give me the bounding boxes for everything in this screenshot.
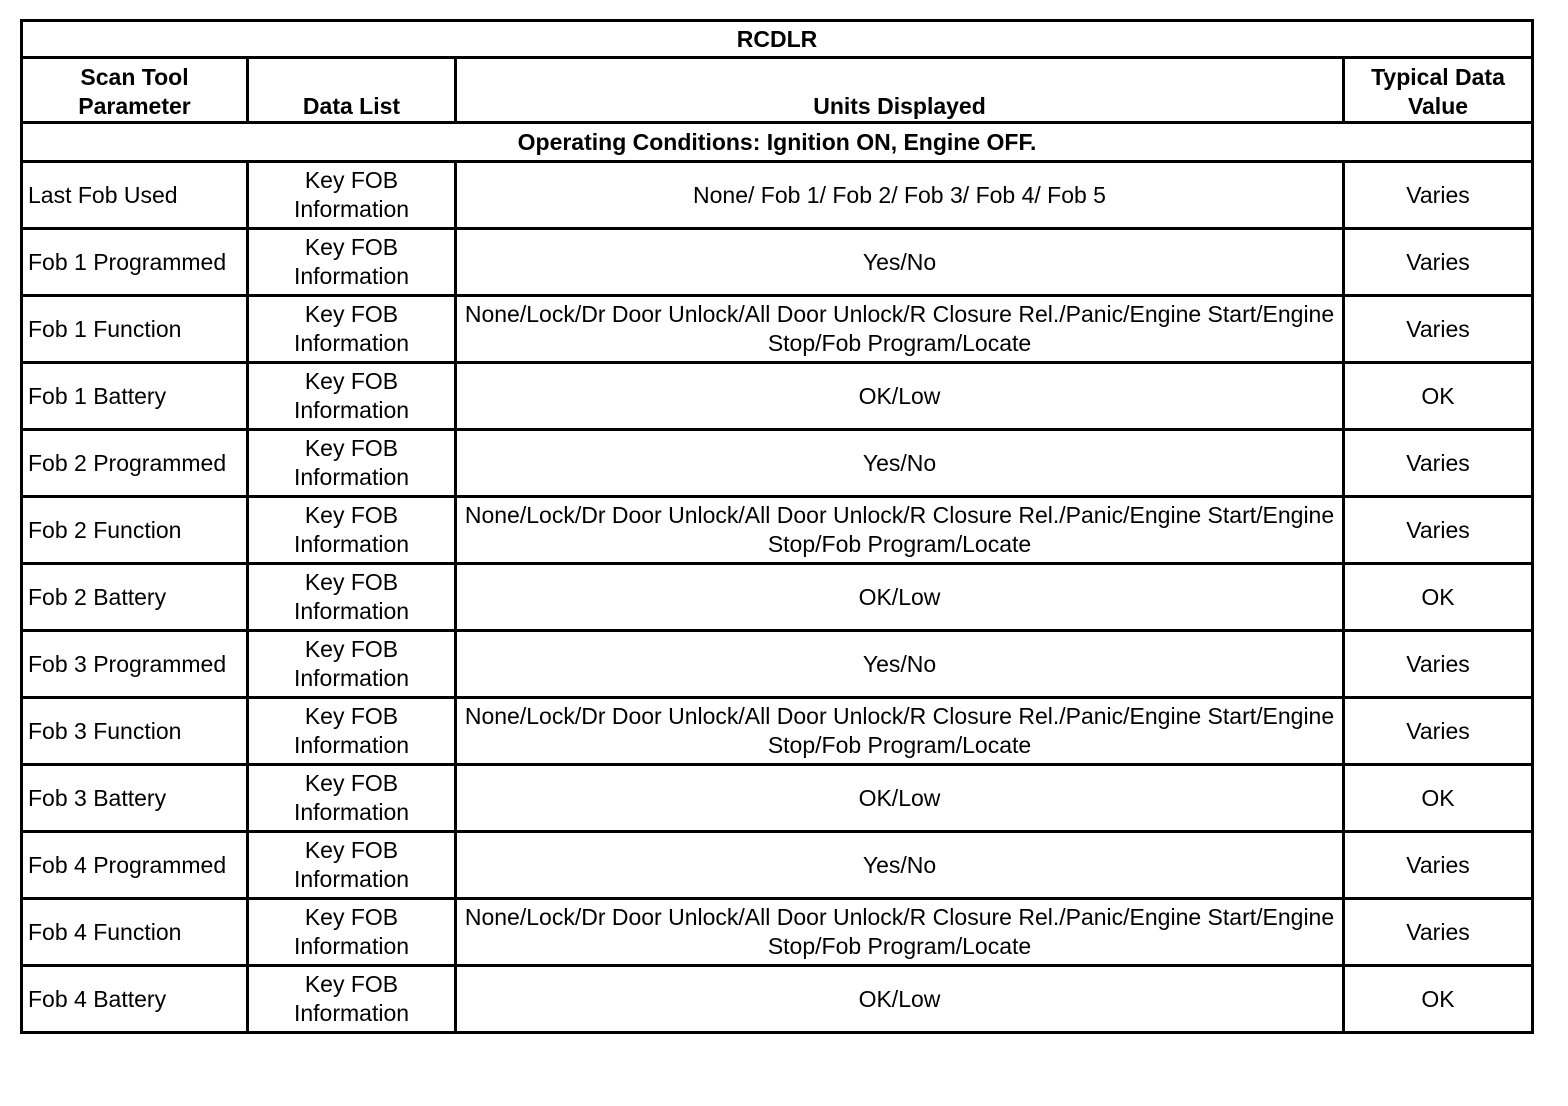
scan-tool-data-table (20, 19, 1534, 1034)
typical-value-cell: Varies (1344, 229, 1533, 296)
table-row (22, 765, 1533, 832)
header-typical-data-value: Typical Data Value (1344, 58, 1533, 123)
units-cell: Yes/No (456, 229, 1344, 296)
table-row (22, 296, 1533, 363)
table-row (22, 631, 1533, 698)
parameter-cell: Last Fob Used (22, 162, 248, 229)
data-list-cell: Key FOB Information (248, 698, 456, 765)
parameter-cell: Fob 4 Battery (22, 966, 248, 1033)
column-header-row (22, 58, 1533, 123)
data-list-cell: Key FOB Information (248, 162, 456, 229)
table-title: RCDLR (22, 21, 1533, 58)
data-list-cell: Key FOB Information (248, 229, 456, 296)
parameter-cell: Fob 3 Battery (22, 765, 248, 832)
units-cell: None/Lock/Dr Door Unlock/All Door Unlock/R Closure Rel./Panic/Engine Start/Engine Stop/Fob Program/Locate (456, 497, 1344, 564)
typical-value-cell: Varies (1344, 430, 1533, 497)
typical-value-cell: Varies (1344, 698, 1533, 765)
parameter-cell: Fob 1 Programmed (22, 229, 248, 296)
typical-value-cell: Varies (1344, 296, 1533, 363)
units-cell: OK/Low (456, 564, 1344, 631)
typical-value-cell: OK (1344, 564, 1533, 631)
table-row (22, 363, 1533, 430)
data-list-cell: Key FOB Information (248, 966, 456, 1033)
data-list-cell: Key FOB Information (248, 899, 456, 966)
typical-value-cell: OK (1344, 966, 1533, 1033)
units-cell: None/Lock/Dr Door Unlock/All Door Unlock/R Closure Rel./Panic/Engine Start/Engine Stop/Fob Program/Locate (456, 899, 1344, 966)
units-cell: OK/Low (456, 966, 1344, 1033)
header-data-list: Data List (248, 58, 456, 123)
table-row (22, 564, 1533, 631)
typical-value-cell: Varies (1344, 899, 1533, 966)
typical-value-cell: Varies (1344, 497, 1533, 564)
operating-conditions: Operating Conditions: Ignition ON, Engine OFF. (22, 123, 1533, 162)
units-cell: Yes/No (456, 631, 1344, 698)
units-cell: None/ Fob 1/ Fob 2/ Fob 3/ Fob 4/ Fob 5 (456, 162, 1344, 229)
table-body (22, 162, 1533, 1033)
data-list-cell: Key FOB Information (248, 564, 456, 631)
parameter-cell: Fob 1 Battery (22, 363, 248, 430)
parameter-cell: Fob 2 Programmed (22, 430, 248, 497)
typical-value-cell: Varies (1344, 162, 1533, 229)
table-row (22, 832, 1533, 899)
typical-value-cell: OK (1344, 765, 1533, 832)
parameter-cell: Fob 2 Battery (22, 564, 248, 631)
units-cell: Yes/No (456, 430, 1344, 497)
table-row (22, 229, 1533, 296)
units-cell: OK/Low (456, 363, 1344, 430)
units-cell: OK/Low (456, 765, 1344, 832)
typical-value-cell: OK (1344, 363, 1533, 430)
typical-value-cell: Varies (1344, 832, 1533, 899)
table-title-row (22, 21, 1533, 58)
header-scan-tool-parameter: Scan Tool Parameter (22, 58, 248, 123)
table-row (22, 430, 1533, 497)
data-list-cell: Key FOB Information (248, 296, 456, 363)
parameter-cell: Fob 3 Function (22, 698, 248, 765)
data-list-cell: Key FOB Information (248, 765, 456, 832)
parameter-cell: Fob 4 Function (22, 899, 248, 966)
data-list-cell: Key FOB Information (248, 832, 456, 899)
parameter-cell: Fob 2 Function (22, 497, 248, 564)
table-row (22, 698, 1533, 765)
table-row (22, 966, 1533, 1033)
parameter-cell: Fob 1 Function (22, 296, 248, 363)
typical-value-cell: Varies (1344, 631, 1533, 698)
data-list-cell: Key FOB Information (248, 430, 456, 497)
operating-conditions-row (22, 123, 1533, 162)
header-units-displayed: Units Displayed (456, 58, 1344, 123)
parameter-cell: Fob 4 Programmed (22, 832, 248, 899)
table-row (22, 899, 1533, 966)
units-cell: None/Lock/Dr Door Unlock/All Door Unlock/R Closure Rel./Panic/Engine Start/Engine Stop/Fob Program/Locate (456, 296, 1344, 363)
data-list-cell: Key FOB Information (248, 497, 456, 564)
units-cell: Yes/No (456, 832, 1344, 899)
units-cell: None/Lock/Dr Door Unlock/All Door Unlock/R Closure Rel./Panic/Engine Start/Engine Stop/Fob Program/Locate (456, 698, 1344, 765)
table-row (22, 497, 1533, 564)
data-list-cell: Key FOB Information (248, 631, 456, 698)
table-row (22, 162, 1533, 229)
data-list-cell: Key FOB Information (248, 363, 456, 430)
parameter-cell: Fob 3 Programmed (22, 631, 248, 698)
